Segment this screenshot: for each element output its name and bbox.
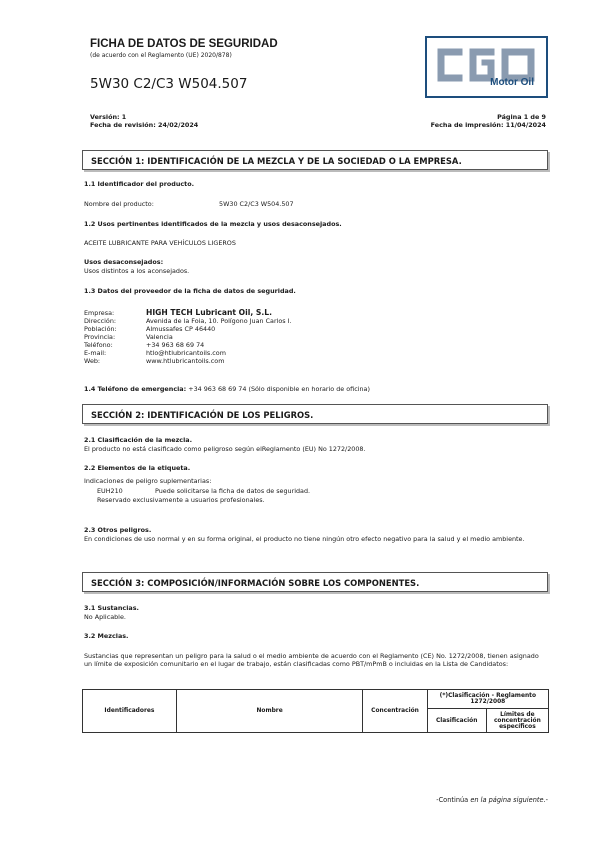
email-value: htlo@htlubricantoils.com (146, 349, 226, 357)
company-logo (425, 36, 548, 98)
version-label: Versión: 1 (90, 113, 127, 121)
s1-1-title: 1.1 Identificador del producto. (84, 180, 195, 188)
s3-1-title: 3.1 Sustancias. (84, 604, 139, 612)
s3-1-text: No Aplicable. (84, 613, 126, 621)
web-label: Web: (84, 357, 101, 365)
web-value: www.htlubricantoils.com (146, 357, 225, 365)
page-number: Página 1 de 9 (497, 113, 546, 121)
telefono-label: Teléfono: (84, 341, 113, 349)
s2-2-intro: Indicaciones de peligro suplementarias: (84, 477, 212, 485)
section-1-heading (82, 150, 548, 170)
euh-text: Puede solicitarse la ficha de datos de seguridad. (155, 487, 311, 495)
telefono-value: +34 963 68 69 74 (146, 341, 205, 349)
s1-3-title: 1.3 Datos del proveedor de la ficha de datos de seguridad. (84, 287, 296, 295)
email-label: E-mail: (84, 349, 107, 357)
section-2-heading (82, 404, 548, 424)
poblacion-value: Almussafes CP 46440 (146, 325, 216, 333)
emergency-line (84, 385, 370, 393)
s2-1-title: 2.1 Clasificación de la mezcla. (84, 436, 193, 444)
product-name-label: Nombre del producto: (84, 200, 154, 208)
poblacion-label: Población: (84, 325, 117, 333)
direccion-label: Dirección: (84, 317, 117, 325)
direccion-value: Avenida de la Foia, 10. Polígono Juan Carlos I. (146, 317, 292, 325)
continue-note (436, 796, 548, 804)
col-group-clasificacion: (*)Clasificación - Reglamento 1272/2008 (427, 690, 548, 709)
s2-3-text: En condiciones de uso normal y en su forma original, el producto no tiene ningún otro efecto negativo para la salud y el medio ambiente. (84, 535, 525, 543)
continue-suffix: .- (543, 796, 548, 804)
s3-2-text: Sustancias que representan un peligro para la salud o el medio ambiente de acuerdo con el Reglamento (CE) No. 1272/2008, tienen asignado un límite de exposición comunitario en el lugar de trabajo, están clasificadas como PBT/mPmB o incluidas en la Lista de Candidatos: (84, 652, 539, 668)
euh-code: EUH210 (97, 487, 123, 495)
s1-2-title: 1.2 Usos pertinentes identificados de la mezcla y usos desaconsejados. (84, 220, 342, 228)
meta-left (90, 113, 198, 129)
provincia-label: Provincia: (84, 333, 116, 341)
composition-table (82, 689, 549, 733)
s3-2-title: 3.2 Mezclas. (84, 632, 129, 640)
revision-date: Fecha de revisión: 24/02/2024 (90, 121, 199, 129)
product-title: 5W30 C2/C3 W504.507 (90, 76, 248, 92)
col-nombre: Nombre (176, 690, 363, 733)
document-title: FICHA DE DATOS DE SEGURIDAD (90, 38, 278, 50)
s2-2-title: 2.2 Elementos de la etiqueta. (84, 464, 191, 472)
section-3-heading-text: SECCIÓN 3: COMPOSICIÓN/INFORMACIÓN SOBRE LOS COMPONENTES. (91, 578, 420, 588)
disuse-text: Usos distintos a los aconsejados. (84, 267, 190, 275)
logo-inner (431, 42, 542, 92)
product-name-value: 5W30 C2/C3 W504.507 (219, 200, 294, 208)
col-limites: Límites de concentración específicos (486, 709, 548, 733)
disuse-title: Usos desaconsejados: (84, 258, 164, 266)
print-date: Fecha de impresión: 11/04/2024 (430, 121, 546, 129)
continue-italic: en la página siguiente (470, 796, 544, 804)
meta-right (431, 113, 546, 129)
emergency-phone: +34 963 68 69 74 (Sólo disponible en horario de oficina) (188, 385, 370, 393)
continue-prefix: -Continúa (436, 796, 471, 804)
supplier-block (84, 309, 292, 365)
reserved-text: Reservado exclusivamente a usuarios profesionales. (97, 496, 265, 504)
s2-1-text: El producto no está clasificado como peligroso según elReglamento (EU) No 1272/2008. (84, 445, 366, 453)
s2-3-title: 2.3 Otros peligros. (84, 526, 152, 534)
col-identificadores: Identificadores (83, 690, 177, 733)
col-clasificacion: Clasificación (427, 709, 486, 733)
s1-4-title: 1.4 Teléfono de emergencia: (84, 385, 187, 393)
logo-caption: Motor Oil (490, 77, 534, 88)
product-use: ACEITE LUBRICANTE PARA VEHÍCULOS LIGEROS (84, 239, 236, 247)
section-3-heading (82, 572, 548, 592)
document-subtitle: (de acuerdo con el Reglamento (UE) 2020/878) (90, 52, 232, 59)
provincia-value: Valencia (146, 333, 173, 341)
empresa-value: HIGH TECH Lubricant Oil, S.L. (146, 308, 272, 317)
section-2-heading-text: SECCIÓN 2: IDENTIFICACIÓN DE LOS PELIGROS. (91, 410, 314, 420)
empresa-label: Empresa: (84, 309, 115, 317)
section-1-heading-text: SECCIÓN 1: IDENTIFICACIÓN DE LA MEZCLA Y DE LA SOCIEDAD O LA EMPRESA. (91, 156, 462, 166)
col-concentracion: Concentración (363, 690, 427, 733)
